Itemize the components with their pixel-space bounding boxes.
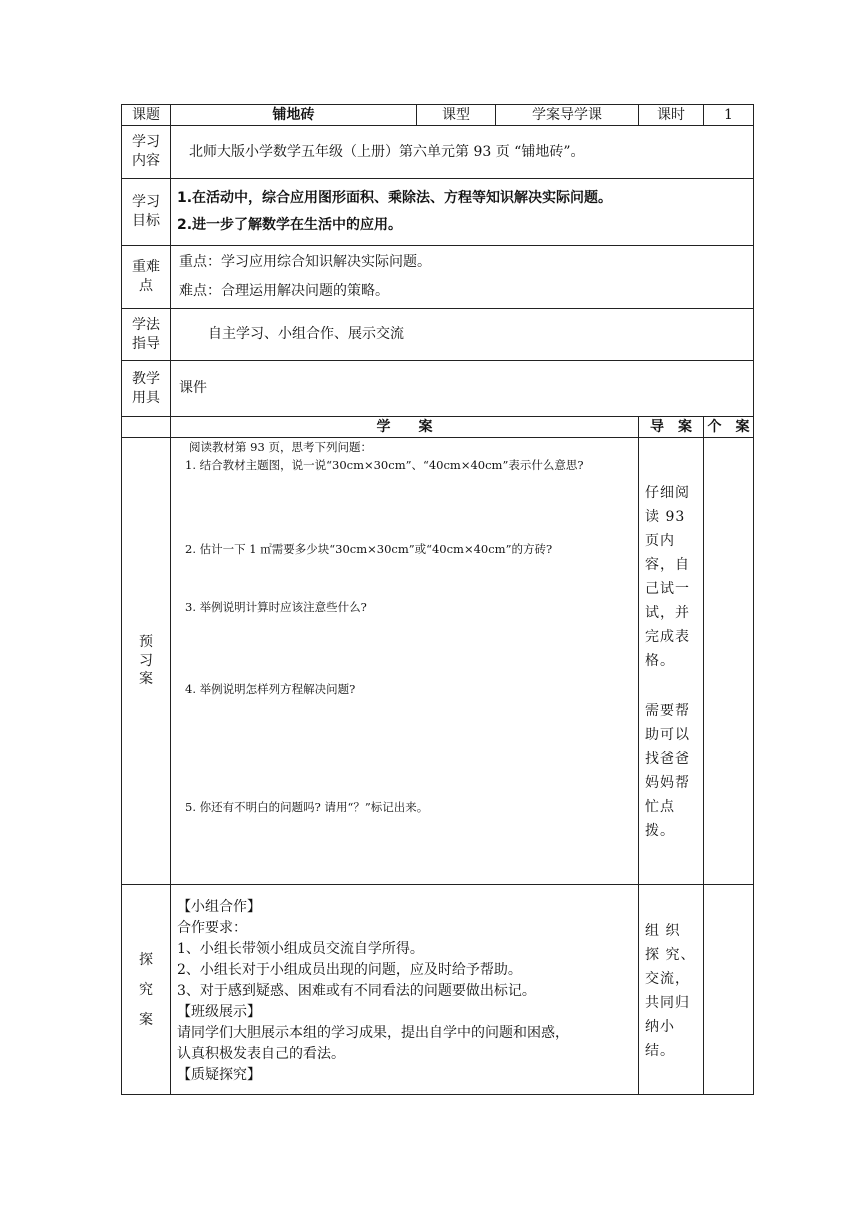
preview-intro: 阅读教材第 93 页，思考下列问题： [189,440,372,454]
preview-question: 5. 你还有不明白的问题吗? 请用“？”标记出来。 [185,800,429,814]
tools-row [122,361,754,417]
explore-line: 3、对于感到疑惑、困难或有不同看法的问题要做出标记。 [177,982,536,999]
type-value: 学案导学课 [496,105,639,126]
difficulty-text: 难点：合理运用解决问题的策略。 [179,283,389,299]
explore-content [171,885,639,1095]
key-points-text [171,246,754,309]
content-text: 北师大版小学数学五年级（上册）第六单元第 93 页 “铺地砖”。 [171,126,754,179]
explore-guide-text: 组 织 探 究、交流，共同归纳小结。 [645,922,696,1059]
topic-value: 铺地砖 [171,105,417,126]
explore-line: 请同学们大胆展示本组的学习成果，提出自学中的问题和困惑， [177,1024,569,1041]
goals-row [122,179,754,246]
lesson-plan-table [121,104,754,1095]
study-plan-header: 学 案 [171,417,639,438]
explore-line: 2、小组长对于小组成员出现的问题，应及时给予帮助。 [177,961,522,978]
goals-list [171,179,754,246]
goals-label: 学习 目标 [122,179,171,246]
preview-guide-text-1: 仔细阅读 93 页内容，自己试一试，并完成表格。 [645,485,690,669]
focus-text: 重点：学习应用综合知识解决实际问题。 [179,254,431,271]
topic-label: 课题 [122,105,171,126]
explore-label: 探 究 案 [122,885,171,1095]
preview-row [122,438,754,885]
content-label: 学习 内容 [122,126,171,179]
explore-row [122,885,754,1095]
explore-guide [639,885,704,1095]
explore-line: 合作要求： [177,919,247,936]
explore-line: 认真积极发表自己的看法。 [177,1045,345,1062]
method-text: 自主学习、小组合作、展示交流 [171,309,754,361]
preview-question: 3. 举例说明计算时应该注意些什么? [185,600,367,614]
type-label: 课型 [417,105,496,126]
preview-guide-text-2: 需要帮助可以找爸爸妈妈帮忙点拨。 [645,703,690,839]
preview-personal [704,438,754,885]
personal-plan-header: 个 案 [704,417,754,438]
preview-questions [171,438,639,885]
explore-line: 【小组合作】 [177,898,261,915]
preview-question: 1. 结合教材主题图，说一说“30cm×30cm”、“40cm×40cm”表示什么意思? [185,458,584,472]
explore-line: 【班级展示】 [177,1003,261,1020]
content-row [122,126,754,179]
preview-label: 预 习 案 [122,438,171,885]
goal-item: 1.在活动中，综合应用图形面积、乘除法、方程等知识解决实际问题。 [177,190,613,207]
explore-line: 【质疑探究】 [177,1066,261,1083]
key-points-row [122,246,754,309]
tools-label: 教学 用具 [122,361,171,417]
tools-text: 课件 [171,361,754,417]
period-label: 课时 [639,105,704,126]
preview-guide [639,438,704,885]
key-points-label: 重难 点 [122,246,171,309]
method-label: 学法 指导 [122,309,171,361]
plan-header-blank [122,417,171,438]
goal-item: 2.进一步了解数学在生活中的应用。 [177,217,403,233]
header-row [122,105,754,126]
preview-question: 4. 举例说明怎样列方程解决问题? [185,682,356,696]
explore-line: 1、小组长带领小组成员交流自学所得。 [177,940,424,957]
preview-question: 2. 估计一下 1 ㎡需要多少块“30cm×30cm”或“40cm×40cm”的方砖? [185,542,553,556]
method-row [122,309,754,361]
guide-plan-header: 导 案 [639,417,704,438]
explore-personal [704,885,754,1095]
period-value: 1 [704,105,754,126]
plan-header-row [122,417,754,438]
